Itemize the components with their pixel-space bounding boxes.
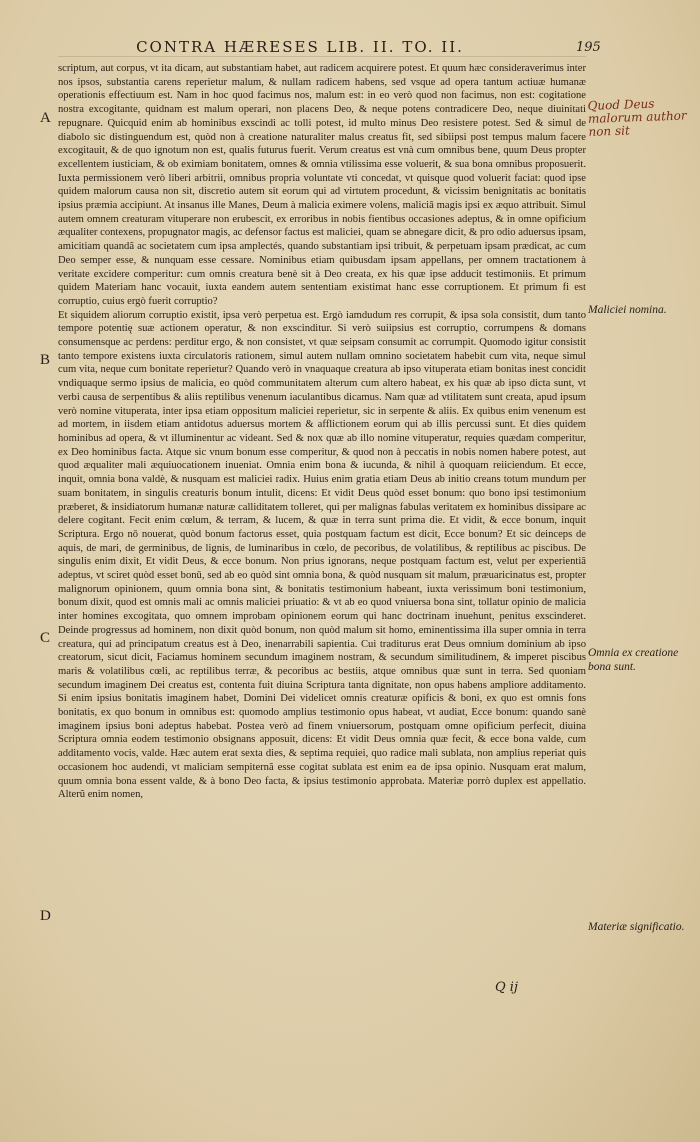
paragraph-2: Et siquidem aliorum corruptio existit, ipsa verò perpetua est. Ergò iamdudum res corrupit, & ipsa sola consistit, dum tanto tempore potentię suæ actionem operatur, & non exscinditur. Si verò suiipsius est corruptio, corrumpens & domans consumensque ac perdens: perditur ergo, & non consistet, vt quæ seipsam consumit ac corrumpit. Quomodo igitur consistit tanto tempore existens iuxta circulatoris rationem, simul autem nullam omnino societatem habebit cum vita, neque simul cum vita, neque cum bonitate reperietur? Quando verò in vnaquaque creatura ab ipso vituperata etiam bonitas inest concidit vndiquaque sermo ipsius de malicia, eo quòd communitatem alterum cum altero habeat, ex his quæ ab ipso dicta sunt, vt verbi causa de serpentibus & aliis reptilibus venenum iaculantibus dicamus. Nam quæ ad vtilitatem sunt creata, apud ipsum verò nomine vituperata, inter ipsa etiam oppositum maliciei reperietur, sic in serpente & aliis. Ex quibus enim venenum est ad mortem, in iisdem etiam antidotus aduersus mortem & afflictionem eorum qui ab illis percussi sunt. Et dies quidem hominibus ad opera, & vt illuminentur ac videant. Sed & nox quæ ab illo nomine vituperatur, requies quædam comperitur, ex Deo hominibus facta. Atque sic vnum bonum esse comperitur, & quod non à peccatis in nobis nomen habere potest, aut quod æqualiter mali æquiuocationem inueniat. Omnia enim bona & iucunda, & nihil à quoquam reiiciendum. Et ecce, inquit, omnia bona valdè, & nusquam est maliciei radix. Huius enim gratia etiam Deus ab initio creans totum mundum per suam bonitatem, in singulis creaturis bonum intulit, dicens: Et vidit Deus quòd esset bonum: quo bono ipsi testimonium præberet, & insidiatorum humanæ naturæ calliditatem tolleret, qui per malignas fabulas veritatem ex hominibus dissipare ac delere cogitant. Fecit enim cœlum, & terram, & lucem, & quæ in terra sunt prima die. Et vidit, & ecce bonum, inquit Scriptura. Ergo nō nouerat, quòd bonum factorus esset, quia postquam factum est dicit, Ecce bonum? Et sic deinceps de aquis, de mari, de germinibus, de lignis, de luminaribus in cœlo, de pecoribus, de volatilibus, & reptilibus ac piscibus. De singulis enim dixit, Et vidit Deus, & ecce bonum. Non prius ignorans, neque postquam factum est, velut per experientiâ adeptus, vt sciret quòd esset bonū, sed ab eo quòd sint omnia bona, & quòd nusquam sit malum, præuaricinatus est, propter malignorum opinionem, quum omnia bona sint, & bonitatis testimonium habeant, iuxta verissimum boni testimonium, bonum dixit, quod est omnis mali ac omnis maliciei priuatio: & vt ab eo quod vniuersa bona sint, tollatur opinio de malicia inter homines excogitata, quo omnem improbam opinionem eorum qui hanc doctrinam inuehunt, penitus exscinderet. Deinde progressus ad hominem, non dixit quòd bonum, non quòd malum sit homo, eminentissima illa super omnia in terra creatura, qui ad principatum creatus est à Deo, inenarrabili sapientia. Cui traditurus erat Deus omnium dominium ab ipso creatorum, sicut dicit, Faciamus hominem secundum imaginem nostram, & secundum similitudinem, & imperet piscibus maris & volatilibus cœli, ac reptilibus terræ, & pecoribus ac bestiis, atque omnibus quæ sunt in terra. Sed quoniam secundum imaginem Dei creatus est, contenta fuit diuina Scriptura tanta dignitate, non opus habens ampliore additamento. Si enim ipsius bonitatis imaginem habet, Domini Dei videlicet omnis creaturæ opificis & boni, ex quo est omnis fons bonitatis, ex quo bonum in omnibus est: quomodo amplius testimonio opus habeat, vt audiat, Ecce bonum: quando sanè imaginem ipsius boni adeptus habebat. Postea verò ad finem vniuersorum, postquam omne opificium perfecit, diuina Scriptura omnia eodem testimonio obsignans apposuit, dicens: Et vidit Deus omnia quæ fecit, & ecce bona valde, cum additamento vocis, valde. Hæc autem erat sexta dies, & septima requiei, quo radice mali sublata, non amplius reperiat quis occasionem hoc audendi, vt maliciam sempiternã esse cogitat sublata est enim ea de ipsa opinio. Nusquam erat malum, quum omnia bona essent valde, & à bono Deo facta, & ipsius testimonio approbata. Materiæ porrò duplex est appellatio. Alterũ enim nomen, (58, 309, 586, 801)
paragraph-1: scriptum, aut corpus, vt ita dicam, aut substantiam habet, aut radicem acquirere potest. Et quum hæc consideraverimus inter nos ipsos, substantia carens reperietur malum, & nullam radicem habens, sed vsque ad opera tantum actiuæ humanæ operationis effectiuum est. Nam in hoc quod facimus nos, malum est: in eo verò quod non facimus, non est: cogitatione nostra excogitante, quidnam est malum operari, non placens Deo, & neque potens contradicere Deo, neque diuinitati repugnare. Quicquid enim ab hominibus exscindi ac tolli potest, id multo minus Deo resistere potest. Sed & simul de diabolo sic distinguendum est, quòd non à creatione naturaliter malus creatus fit, sed sibiipsi post tempus malum facere excogitauit, & de quo ignotum non est, qualis futurus fuerit. Verum creatus est vnà cum omnibus bene, quum Deus propter excellentem iusticiam, & ob eximiam bonitatem, omnes & omnia vtilissima esse voluerit, & sua bona omnibus proposuerit. Iuxta permissionem verò liberi arbitrii, omnibus propria voluntate vti concedat, vt quisque quod voluerit faciat: quod ipse quidem malorum causa non sit, discretio autem sit eorum qui ad virtutem procedunt, & vicissim benignitatis ac bonitatis ipsius præmia accipiunt. At insanus ille Manes, Deum à malicia eximere volens, maliciâ magis ipsi ex æquo attribuit. Simul autem omnem creaturam vituperare non erubescit, ex erroribus in nobis fientibus occasiones adeptus, & in omne opificium æqualiter contexens, propugnator magis, ac defensor factus est maliciei, quam se abnegare dicit, & pro odio aduersus ipsam, amicitiam quandã ac societatem cum ipsa amplectés, quando substantiam ipsi tribuit, & perpetuam ipsam prædicat, ac cum Deo semper esse, & nunquam esse cessare. Nominibus etiam quibusdam ipsam appellans, per omnem tractationem à veritate excidere comperitur: cum omnis creatura benè sit à Deo creata, ex his quæ ipse adducit testimoniis. Et primum quidem Materiam hanc vocauit, iuxta eandem autem sententiam existimat hanc esse corruptionem. Et primum fi est corruptio, cuius ergò fuerit corruptio? (58, 63, 586, 307)
main-text-block (58, 62, 586, 802)
header-rule (58, 56, 586, 57)
page-number: 195 (576, 40, 601, 55)
margin-note-materiae: Materiæ significatio. (588, 921, 685, 933)
section-letter-d: D (40, 908, 51, 924)
margin-note-omnia: Omnia ex creatione bona sunt. (588, 647, 679, 673)
section-letter-b: B (40, 352, 51, 368)
signature-mark: Q ij (495, 980, 518, 995)
running-title: CONTRA HÆRESES LIB. II. TO. II. (136, 38, 464, 56)
section-letter-c: C (40, 630, 51, 646)
handwritten-annotation: Quod Deus malorum author non sit (587, 96, 687, 139)
margin-note-maliciei: Maliciei nomina. (588, 304, 667, 316)
section-letter-a: A (40, 110, 51, 126)
